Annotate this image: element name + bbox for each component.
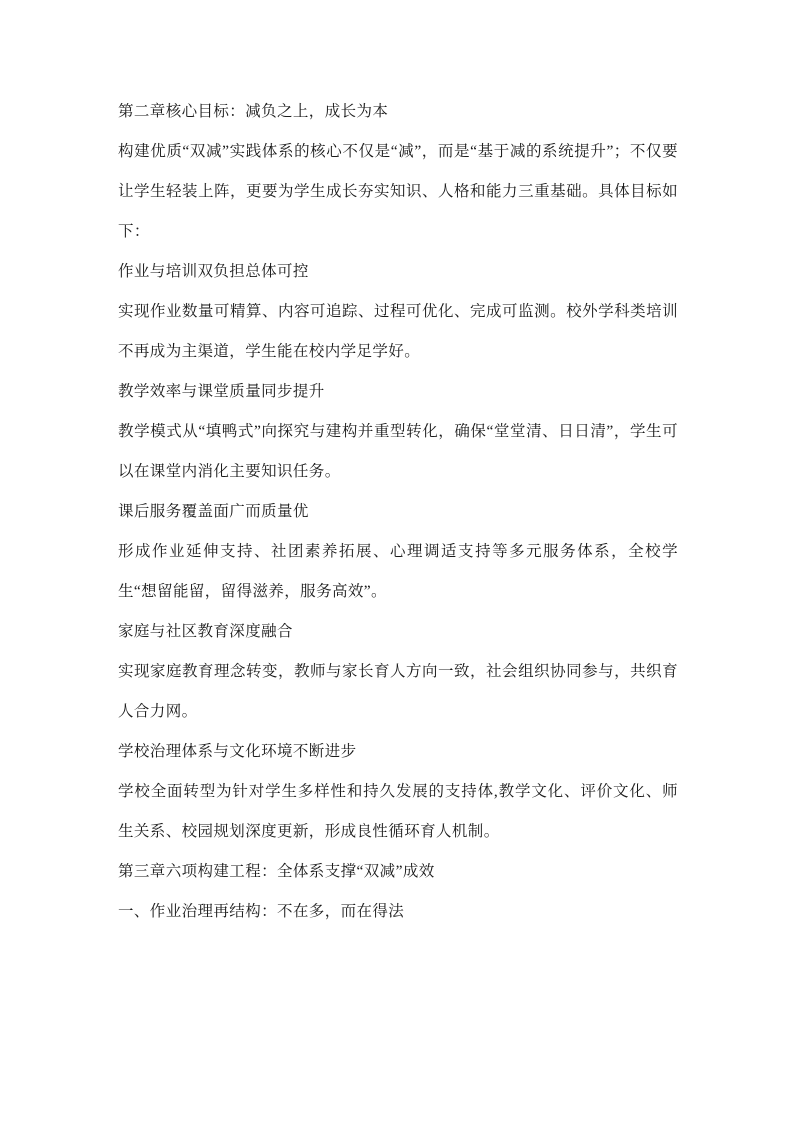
goal1-body: 实现作业数量可精算、内容可追踪、过程可优化、完成可监测。校外学科类培训不再成为主渠道，学生能在校内学足学好。 xyxy=(118,303,678,360)
goal4-title: 家庭与社区教育深度融合 xyxy=(118,623,293,640)
goal4-body: 实现家庭教育理念转变，教师与家长育人方向一致，社会组织协同参与，共织育人合力网。 xyxy=(118,663,678,720)
section1-title: 一、作业治理再结构：不在多，而在得法 xyxy=(118,903,405,920)
goal2-body: 教学模式从“填鸭式”向探究与建构并重型转化，确保“堂堂清、日日清”，学生可以在课堂内消化主要知识任务。 xyxy=(118,423,678,480)
chapter3-title: 第三章六项构建工程：全体系支撑“双减”成效 xyxy=(118,863,435,880)
goal5-body: 学校全面转型为针对学生多样性和持久发展的支持体,教学文化、评价文化、师生关系、校园规划深度更新，形成良性循环育人机制。 xyxy=(118,783,678,840)
goal3-body: 形成作业延伸支持、社团素养拓展、心理调适支持等多元服务体系，全校学生“想留能留，留得滋养，服务高效”。 xyxy=(118,543,678,600)
goal5-title: 学校治理体系与文化环境不断进步 xyxy=(118,743,357,760)
document-body xyxy=(118,92,678,932)
chapter2-intro: 构建优质“双减”实践体系的核心不仅是“减”，而是“基于减的系统提升”；不仅要让学生轻装上阵，更要为学生成长夯实知识、人格和能力三重基础。具体目标如下： xyxy=(118,143,678,240)
goal3-title: 课后服务覆盖面广而质量优 xyxy=(118,503,309,520)
goal1-title: 作业与培训双负担总体可控 xyxy=(118,263,309,280)
chapter2-title: 第二章核心目标：减负之上，成长为本 xyxy=(118,103,389,120)
goal2-title: 教学效率与课堂质量同步提升 xyxy=(118,383,325,400)
